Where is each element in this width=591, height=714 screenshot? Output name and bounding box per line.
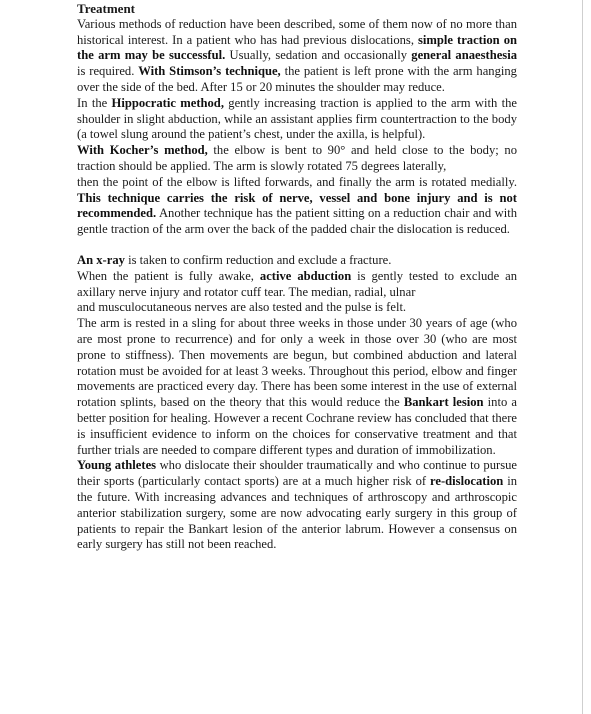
paragraph-kocher — [77, 143, 517, 175]
paragraph-kocher-continued — [77, 175, 517, 238]
bold-phrase: An x-ray — [77, 252, 125, 267]
text-run: Various methods of reduction have been described, some of them now of no more than historical interest. In a patient who has had previous dislocations, — [77, 16, 517, 47]
text-run: then the point of the elbow is lifted forwards, and finally the arm is rotated medially. — [77, 174, 517, 189]
text-run: Another technique has the patient sitting on a reduction chair and with gentle traction of the arm over the back of the padded chair the dislocation is reduced. — [77, 206, 517, 237]
paragraph-spacer — [77, 238, 517, 253]
text-run: When the patient is fully awake, — [77, 268, 260, 283]
bold-phrase: This technique carries the risk of nerve, vessel and bone injury and is not recommended. — [77, 190, 517, 221]
text-run: and musculocutaneous nerves are also tested and the pulse is felt. — [77, 300, 407, 315]
bold-phrase: re-dislocation — [430, 474, 504, 489]
bold-phrase: Hippocratic method, — [111, 95, 224, 110]
page-edge-divider — [582, 0, 583, 714]
text-run: into a better position for healing. However a recent Cochrane review has concluded that there is insufficient evidence to inform on the choices for conservative treatment and that further trials are needed to compare different types and duration of immobilization. — [77, 395, 517, 457]
text-run: who dislocate their shoulder traumatically and who continue to pursue their sports (particularly contact sports) are at a much higher risk of — [77, 458, 518, 489]
text-run: Usually, sedation and occasionally — [225, 48, 412, 63]
text-run: In the — [77, 95, 112, 110]
bold-phrase: Bankart lesion — [403, 395, 484, 410]
paragraph-active-abduction — [77, 269, 517, 301]
bold-phrase: Young athletes — [77, 458, 157, 473]
text-run: in the future. With increasing advances and techniques of arthroscopy and arthroscopic anterior stabilization surgery, some are now advocating early surgery in this group of patients to repair the Bankart lesion of the anterior labrum. However a consensus on early surgery has still not been reached. — [77, 474, 517, 552]
text-run: gently increasing traction is applied to the arm with the shoulder in slight abduction, while an assistant applies firm countertraction to the body (a towel slung around the patient’s chest, under the axilla, is helpful). — [77, 95, 517, 142]
paragraph-xray — [77, 253, 517, 269]
bold-phrase: active abduction — [259, 268, 352, 283]
bold-phrase: With Kocher’s method, — [77, 143, 208, 158]
section-heading: Treatment — [77, 1, 135, 16]
text-run: the elbow is bent to 90° and held close to the body; no traction should be applied. The arm is slowly rotated 75 degrees laterally, — [77, 143, 517, 173]
bold-phrase: With Stimson’s technique, — [138, 64, 281, 79]
text-run: is gently tested to exclude an axillary nerve injury and rotator cuff tear. The median, radial, ulnar — [77, 268, 517, 299]
text-run: The arm is rested in a sling for about three weeks in those under 30 years of age (who are most prone to recurrence) and for only a week in those over 30 (who are most prone to stiffness). Then movements are begun, but combined abduction and lateral rotation must be avoided for at least 3 weeks. Throughout this period, elbow and finger movements are practiced every day. There has been some interest in the use of external rotation splints, based on the theory that this would reduce the — [77, 316, 517, 410]
bold-phrase: simple traction on the arm may be successful. — [77, 32, 517, 63]
text-run: the patient is left prone with the arm hanging over the side of the bed. After 15 or 20 minutes the shoulder may reduce. — [77, 64, 517, 94]
paragraph-hippocratic — [77, 96, 517, 143]
paragraph-young-athletes — [77, 458, 517, 553]
paragraph-sling-rest — [77, 316, 517, 458]
paragraph-reduction-methods — [77, 17, 517, 96]
bold-phrase: general anaesthesia — [411, 48, 517, 63]
document-body — [77, 1, 517, 553]
paragraph-nerves-tested — [77, 300, 517, 316]
text-run: is taken to confirm reduction and exclude a fracture. — [124, 252, 392, 267]
text-run: is required. — [77, 64, 139, 79]
